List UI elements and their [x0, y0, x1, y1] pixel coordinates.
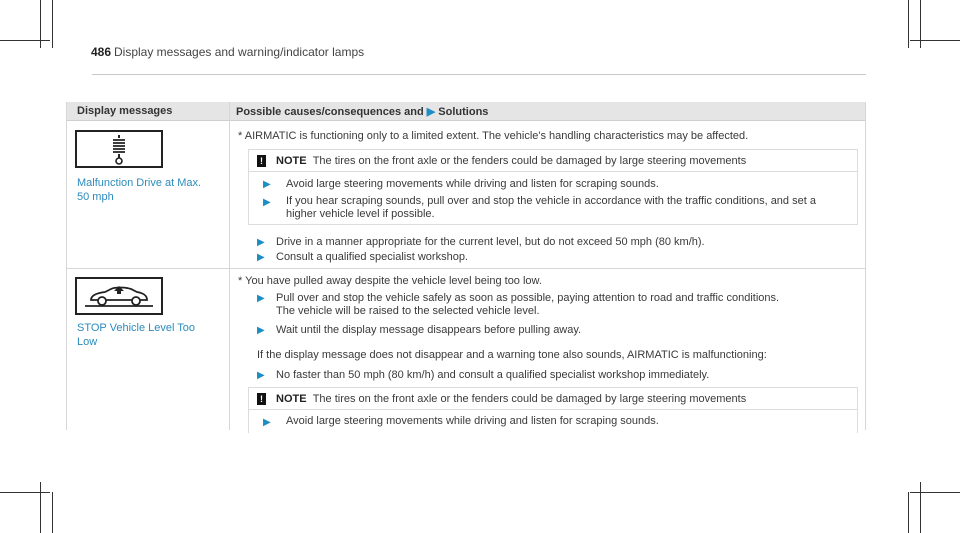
crop-mark — [0, 40, 50, 41]
bullet-icon: ▶ — [257, 370, 265, 381]
note-divider — [248, 409, 858, 410]
row-intro: * AIRMATIC is functioning only to a limited extent. The vehicle's handling characteristics may be affected. — [238, 130, 749, 142]
list-item: Wait until the display message disappears before pulling away. — [276, 324, 582, 336]
bullet-icon: ▶ — [257, 237, 265, 248]
bullet-icon: ▶ — [257, 325, 265, 336]
page-number: 486 — [91, 45, 112, 59]
list-item: No faster than 50 mph (80 km/h) and consult a qualified specialist workshop immediately. — [276, 369, 710, 381]
list-item: Avoid large steering movements while driving and listen for scraping sounds. — [286, 178, 659, 190]
arrow-icon: ▶ — [426, 106, 436, 118]
message-caption — [77, 176, 201, 204]
col-header-display-messages: Display messages — [77, 105, 173, 117]
row-divider — [66, 268, 866, 269]
caption-line: 50 mph — [77, 191, 114, 203]
crop-mark — [52, 492, 53, 533]
list-item: Drive in a manner appropriate for the current level, but do not exceed 50 mph (80 km/h). — [276, 236, 705, 248]
crop-mark — [908, 492, 909, 533]
list-item: If you hear scraping sounds, pull over and stop the vehicle in accordance with the traffic conditions, and set a — [286, 195, 816, 207]
caption-line: STOP Vehicle Level Too — [77, 322, 196, 334]
table-header — [66, 102, 866, 121]
note-divider — [248, 171, 858, 172]
col-header-causes — [236, 105, 488, 118]
col-header-causes-text: Possible causes/consequences and — [236, 106, 424, 118]
table-border — [66, 102, 67, 430]
row-intro: * You have pulled away despite the vehicle level being too low. — [238, 275, 542, 287]
suspension-spring-icon — [75, 130, 163, 168]
list-item: Consult a qualified specialist workshop. — [276, 251, 468, 263]
crop-mark — [920, 482, 921, 533]
warning-icon: ! — [257, 393, 266, 405]
crop-mark — [910, 492, 960, 493]
crop-mark — [910, 40, 960, 41]
note-label: NOTE — [276, 155, 307, 167]
bullet-icon: ▶ — [263, 179, 271, 190]
warning-icon: ! — [257, 155, 266, 167]
caption-line: Malfunction Drive at Max. — [77, 177, 202, 189]
bullet-icon: ▶ — [263, 417, 271, 428]
crop-mark — [0, 492, 50, 493]
page-title: Display messages and warning/indicator lamps — [114, 45, 365, 59]
column-divider — [229, 102, 230, 430]
col-header-solutions-text: Solutions — [438, 106, 489, 118]
note-text: The tires on the front axle or the fenders could be damaged by large steering movements — [312, 155, 747, 167]
bullet-icon: ▶ — [257, 293, 265, 304]
list-item: higher vehicle level if possible. — [286, 208, 435, 220]
crop-mark — [908, 0, 909, 48]
crop-mark — [40, 482, 41, 533]
note-label: NOTE — [276, 393, 307, 405]
note-header — [276, 393, 746, 405]
header-rule — [92, 74, 866, 75]
message-caption — [77, 321, 195, 349]
list-item: Avoid large steering movements while driving and listen for scraping sounds. — [286, 415, 659, 427]
bullet-icon: ▶ — [263, 197, 271, 208]
note-text: The tires on the front axle or the fenders could be damaged by large steering movements — [312, 393, 747, 405]
list-item: Pull over and stop the vehicle safely as soon as possible, paying attention to road and traffic conditions. — [276, 292, 780, 304]
list-item: The vehicle will be raised to the selected vehicle level. — [276, 305, 540, 317]
crop-mark — [52, 0, 53, 48]
caption-line: Low — [77, 336, 98, 348]
table-border — [865, 102, 866, 430]
bullet-icon: ▶ — [257, 252, 265, 263]
paragraph: If the display message does not disappear and a warning tone also sounds, AIRMATIC is malfunctioning: — [257, 349, 767, 361]
note-header — [276, 155, 746, 167]
vehicle-level-car-icon — [75, 277, 163, 315]
